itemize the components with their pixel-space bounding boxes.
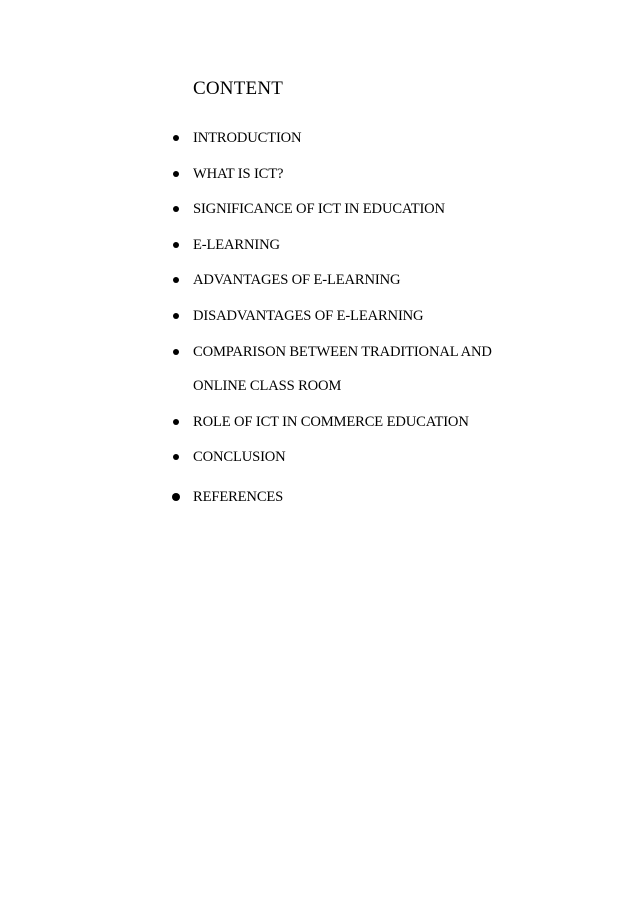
list-item: [0, 199, 638, 221]
bullet-icon: [173, 277, 179, 283]
list-item-label: COMPARISON BETWEEN TRADITIONAL AND: [193, 344, 492, 360]
list-item-label: DISADVANTAGES OF E-LEARNING: [193, 308, 424, 324]
list-item: [0, 487, 638, 509]
list-item: [0, 447, 638, 469]
bullet-icon: [173, 135, 179, 141]
bullet-icon: [173, 242, 179, 248]
list-item: [0, 270, 638, 292]
list-item-continuation: ONLINE CLASS ROOM: [193, 378, 342, 394]
bullet-icon: [172, 493, 180, 501]
list-item-label: REFERENCES: [193, 489, 284, 505]
list-item: [0, 164, 638, 186]
list-item: [0, 412, 638, 434]
bullet-icon: [173, 454, 179, 460]
list-item-label: ROLE OF ICT IN COMMERCE EDUCATION: [193, 414, 469, 430]
list-item-label: WHAT IS ICT?: [193, 166, 284, 182]
bullet-icon: [173, 206, 179, 212]
list-item-label: CONCLUSION: [193, 449, 286, 465]
list-item-label: INTRODUCTION: [193, 130, 302, 146]
page-title: CONTENT: [193, 78, 284, 99]
list-item-label: SIGNIFICANCE OF ICT IN EDUCATION: [193, 201, 445, 217]
list-item: [0, 342, 638, 364]
bullet-icon: [173, 313, 179, 319]
list-item-label: E-LEARNING: [193, 237, 280, 253]
bullet-icon: [173, 419, 179, 425]
list-item: [0, 306, 638, 328]
list-item: [0, 235, 638, 257]
list-item: [0, 128, 638, 150]
bullet-icon: [173, 171, 179, 177]
list-item-label: ADVANTAGES OF E-LEARNING: [193, 272, 401, 288]
bullet-icon: [173, 349, 179, 355]
